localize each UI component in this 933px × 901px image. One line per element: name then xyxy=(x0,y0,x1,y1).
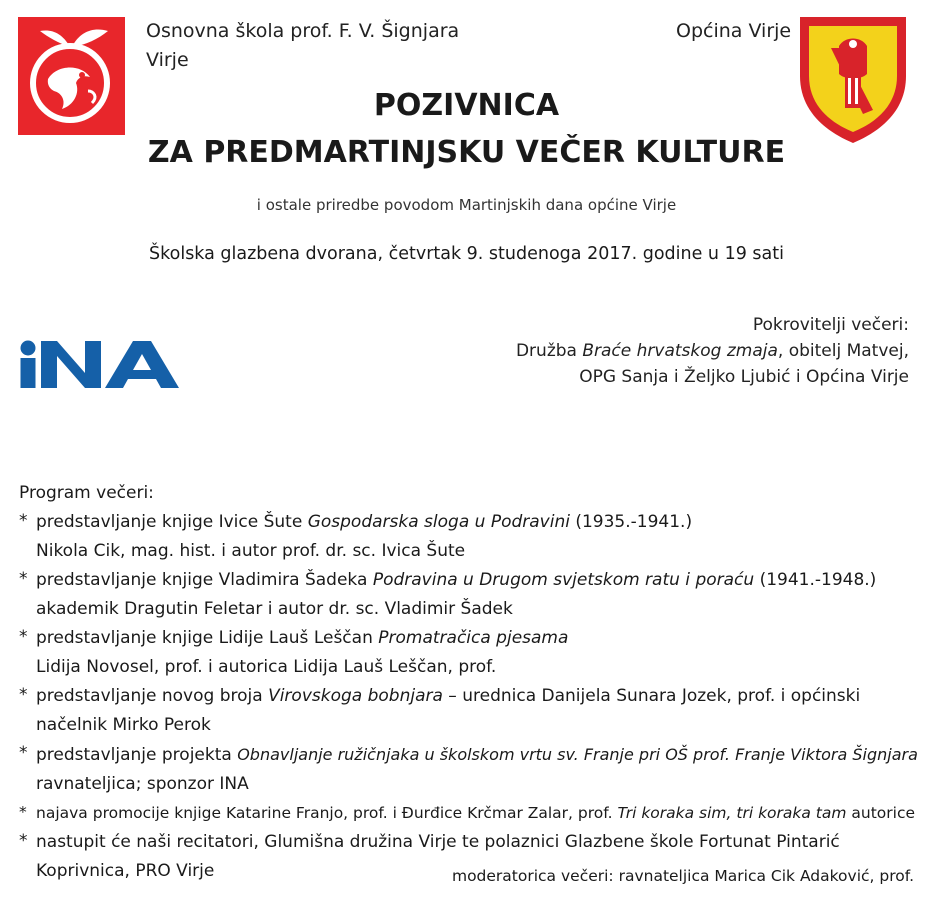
bullet-icon: * xyxy=(19,831,28,851)
item-project-title: Obnavljanje ružičnjaka u školskom vrtu sv. Franje pri OŠ prof. Franje Viktora Šignjara xyxy=(237,745,918,764)
program-item xyxy=(19,740,919,799)
item-presenters: Lidija Novosel, prof. i autorica Lidija Lauš Leščan, prof. xyxy=(36,657,497,677)
item-text: najava promocije knjige Katarine Franjo, prof. i Đurđice Krčmar Zalar, prof. xyxy=(36,804,618,822)
item-magazine-title: Virovskoga bobnjara xyxy=(268,686,443,706)
municipality-crest xyxy=(797,14,909,146)
item-text: predstavljanje novog broja xyxy=(36,686,269,706)
item-suffix: – urednica Danijela Sunara Jozek, prof. i općinski xyxy=(442,686,861,706)
ina-logo-icon xyxy=(17,339,199,389)
invitation-subtitle-title: ZA PREDMARTINJSKU VEČER KULTURE xyxy=(147,135,786,170)
sponsors-line-2 xyxy=(489,338,909,364)
bullet-icon: * xyxy=(19,627,28,647)
event-subtitle: i ostale priredbe povodom Martinjskih dana općine Virje xyxy=(256,196,677,214)
bullet-icon: * xyxy=(19,743,28,763)
bullet-icon: * xyxy=(19,685,28,705)
item-text: predstavljanje projekta xyxy=(36,745,238,765)
sponsors-prefix: Družba xyxy=(515,341,583,361)
sponsors-heading: Pokrovitelji večeri: xyxy=(752,315,909,335)
bullet-icon: * xyxy=(19,569,28,589)
program-item xyxy=(19,799,919,828)
bullet-icon: * xyxy=(19,511,28,531)
school-town: Virje xyxy=(146,49,189,71)
ina-logo-text: INA xyxy=(17,339,19,340)
bullet-icon: * xyxy=(19,803,27,821)
program-item xyxy=(19,624,919,682)
item-presenters: akademik Dragutin Feletar i autor dr. sc. Vladimir Šadek xyxy=(36,599,513,619)
item-book-title: Promatračica pjesama xyxy=(378,628,569,648)
program-title: Program večeri: xyxy=(19,483,154,503)
item-presenters: Koprivnica, PRO Virje xyxy=(36,861,215,881)
coat-of-arms-icon xyxy=(797,14,909,146)
item-book-title: Gospodarska sloga u Podravini xyxy=(307,512,570,532)
item-book-title: Tri koraka sim, tri koraka tam xyxy=(617,804,847,822)
municipality-name: Općina Virje xyxy=(676,20,792,42)
item-book-title: Podravina u Drugom svjetskom ratu i poraću xyxy=(372,570,755,590)
invitation-title: POZIVNICA xyxy=(373,88,560,123)
moderator-line: moderatorica večeri: ravnateljica Marica Cik Adaković, prof. xyxy=(451,867,914,885)
program-item xyxy=(19,682,919,740)
sponsors-line-3: OPG Sanja i Željko Ljubić i Općina Virje xyxy=(579,367,909,387)
item-text: predstavljanje knjige Lidije Lauš Leščan xyxy=(36,628,379,648)
event-venue: Školska glazbena dvorana, četvrtak 9. studenoga 2017. godine u 19 sati xyxy=(149,244,784,264)
sponsors-suffix: , obitelj Matvej, xyxy=(777,341,909,361)
sponsors-block xyxy=(489,312,909,390)
program-section xyxy=(19,479,919,886)
item-suffix: (1941.-1948.) xyxy=(754,570,877,590)
item-presenters: Nikola Cik, mag. hist. i autor prof. dr. sc. Ivica Šute xyxy=(36,541,466,561)
ina-logo xyxy=(17,339,199,389)
sponsors-society: Braće hrvatskog zmaja xyxy=(582,341,778,361)
program-item xyxy=(19,566,919,624)
program-item xyxy=(19,508,919,566)
item-suffix: autorice xyxy=(846,804,916,822)
item-presenters: načelnik Mirko Perok xyxy=(36,715,211,735)
item-presenters: ravnateljica; sponzor INA xyxy=(36,774,249,794)
school-name: Osnovna škola prof. F. V. Šignjara xyxy=(146,20,460,42)
item-text: predstavljanje knjige Ivice Šute xyxy=(36,512,308,532)
item-text: nastupit će naši recitatori, Glumišna družina Virje te polaznici Glazbene škole Fortunat Pintarić xyxy=(36,832,840,852)
item-suffix: (1935.-1941.) xyxy=(569,512,693,532)
item-text: predstavljanje knjige Vladimira Šadeka xyxy=(36,570,373,590)
